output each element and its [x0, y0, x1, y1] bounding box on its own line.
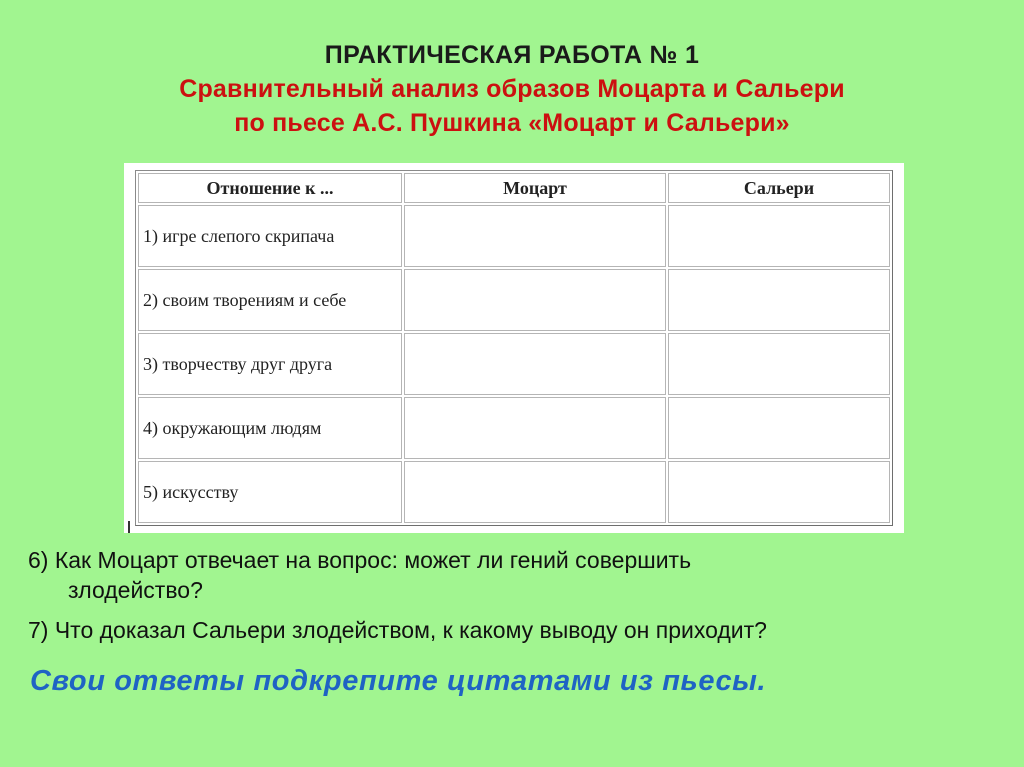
table-row — [138, 205, 890, 267]
header-salieri: Сальери — [668, 173, 890, 203]
text-cursor-mark — [128, 521, 130, 533]
header-mozart: Моцарт — [404, 173, 666, 203]
cell-salieri — [668, 205, 890, 267]
row-label: 2) своим творениям и себе — [138, 269, 402, 331]
header-relation: Отношение к ... — [138, 173, 402, 203]
question-6-line-1: 6) Как Моцарт отвечает на вопрос: может ли гений совершить — [28, 547, 692, 573]
title-block — [0, 38, 1024, 140]
comparison-table — [135, 170, 893, 526]
cell-mozart — [404, 461, 666, 523]
row-label: 4) окружающим людям — [138, 397, 402, 459]
footer-note: Свои ответы подкрепите цитатами из пьесы. — [30, 665, 767, 697]
cell-salieri — [668, 269, 890, 331]
cell-mozart — [404, 333, 666, 395]
page-title: ПРАКТИЧЕСКАЯ РАБОТА № 1 — [324, 41, 700, 69]
questions-block — [28, 545, 1008, 645]
subtitle-line-1: Сравнительный анализ образов Моцарта и Сальери — [179, 75, 845, 103]
row-label: 3) творчеству друг друга — [138, 333, 402, 395]
table-row — [138, 333, 890, 395]
table-header-row — [138, 173, 890, 203]
table-row — [138, 397, 890, 459]
question-6-line-2: злодейство? — [68, 577, 203, 603]
question-7: 7) Что доказал Сальери злодейством, к какому выводу он приходит? — [28, 617, 767, 643]
cell-salieri — [668, 333, 890, 395]
cell-salieri — [668, 397, 890, 459]
row-label: 5) искусству — [138, 461, 402, 523]
row-label: 1) игре слепого скрипача — [138, 205, 402, 267]
cell-mozart — [404, 269, 666, 331]
table-row — [138, 269, 890, 331]
comparison-table-panel — [124, 163, 904, 533]
cell-mozart — [404, 205, 666, 267]
subtitle-line-2: по пьесе А.С. Пушкина «Моцарт и Сальери» — [234, 109, 790, 137]
cell-salieri — [668, 461, 890, 523]
cell-mozart — [404, 397, 666, 459]
table-row — [138, 461, 890, 523]
